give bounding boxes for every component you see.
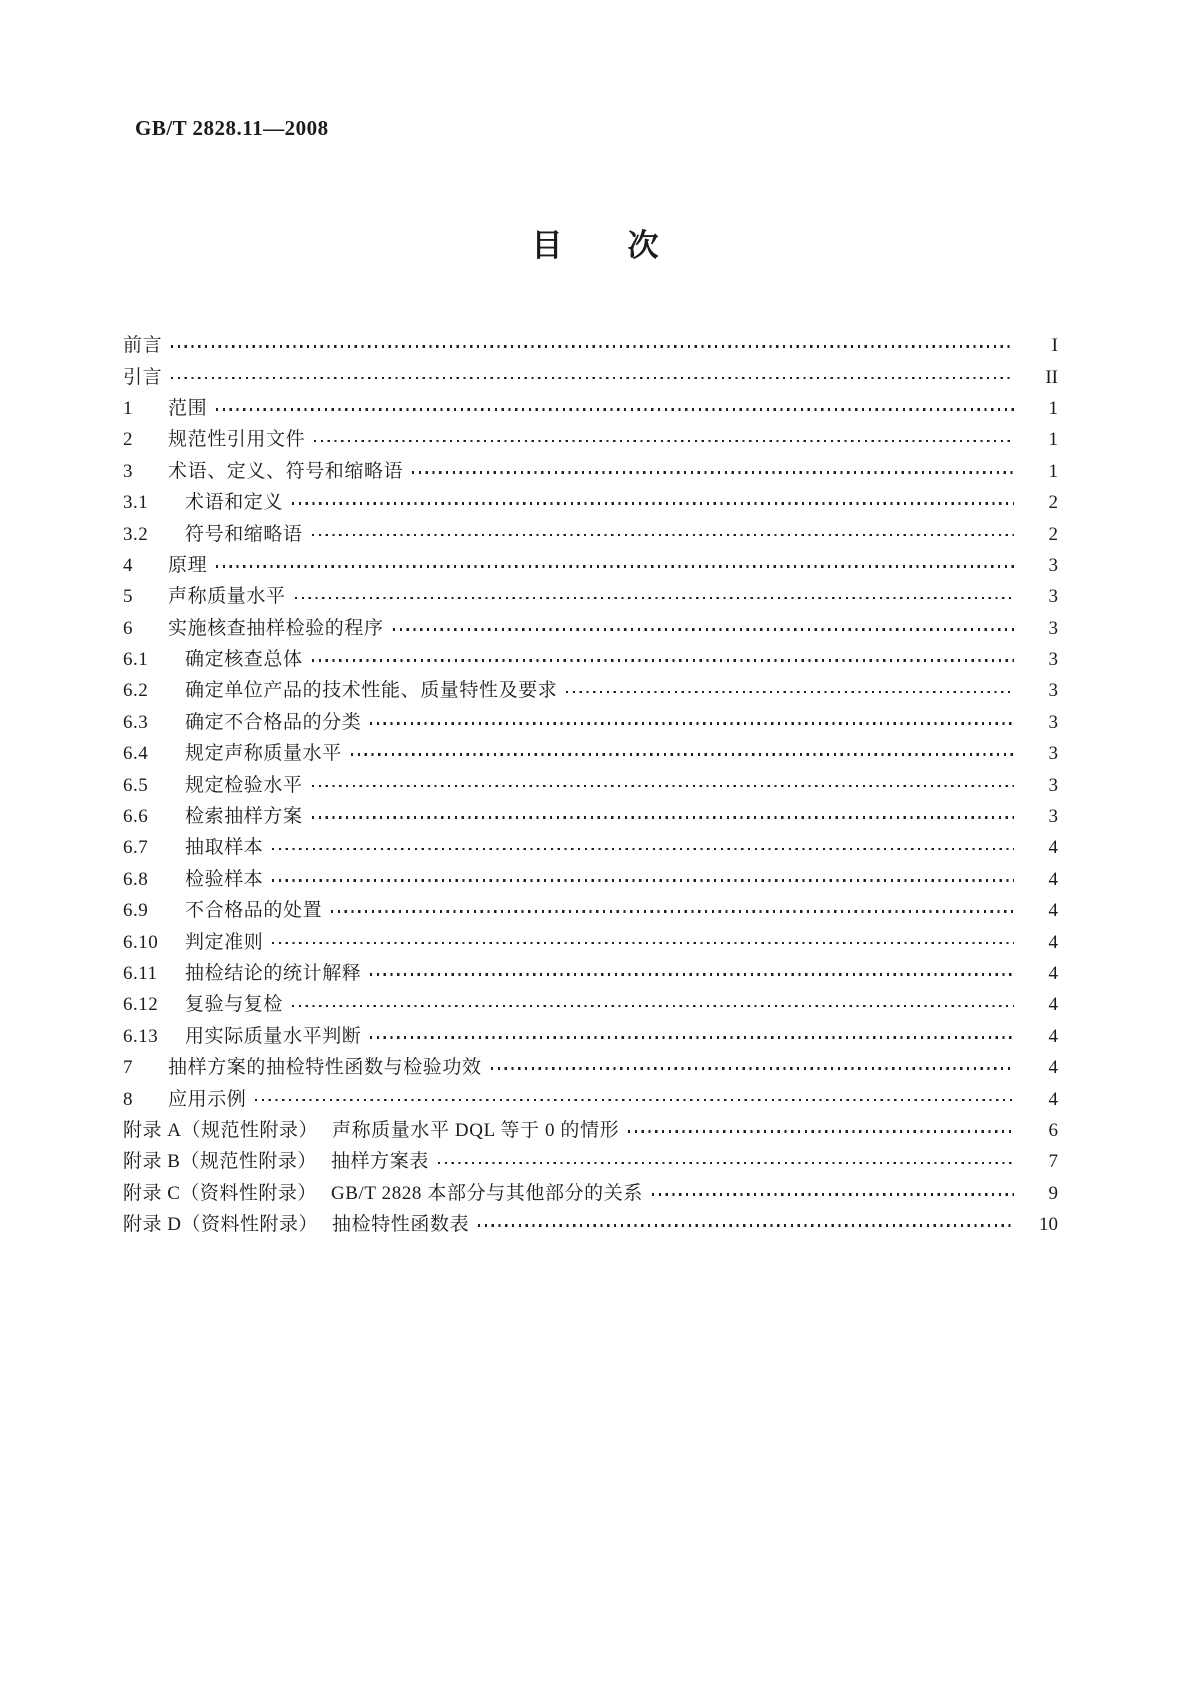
toc-entry-page: I [1051, 335, 1058, 357]
toc-entry-label: 应用示例 [168, 1088, 247, 1110]
toc-entry-number: 3 [123, 460, 133, 482]
toc-entry-number: 6.6 [123, 806, 149, 828]
toc-entry-label: GB/T 2828 本部分与其他部分的关系 [330, 1182, 643, 1204]
toc-entry [123, 769, 1058, 800]
toc-entry-label: 抽样方案的抽检特性函数与检验功效 [168, 1057, 482, 1079]
toc-entry-label: 规定检验水平 [185, 774, 303, 796]
toc-entry [123, 424, 1058, 455]
dot-leader [272, 879, 1014, 882]
toc-entry-number: 2 [123, 429, 133, 451]
toc-entry-label: 抽取样本 [185, 837, 264, 859]
dot-leader [628, 1130, 1014, 1133]
dot-leader [370, 722, 1014, 725]
toc-entry-number: 4 [123, 554, 133, 576]
dot-leader [331, 910, 1014, 913]
toc-entry-page: 9 [1048, 1182, 1058, 1204]
dot-leader [491, 1067, 1014, 1070]
toc-entry [123, 707, 1058, 738]
page-title: 目 次 [531, 228, 660, 263]
dot-leader [292, 502, 1014, 505]
toc-entry [123, 989, 1058, 1020]
dot-leader [370, 1036, 1014, 1039]
toc-entry [123, 801, 1058, 832]
toc-entry-label: 不合格品的处置 [185, 900, 323, 922]
toc-entry-number: 附录 B（规范性附录） [123, 1151, 317, 1173]
dot-leader [652, 1193, 1014, 1196]
toc-entry-label: 引言 [123, 366, 163, 388]
dot-leader [412, 471, 1014, 474]
toc-entry-page: 10 [1039, 1214, 1058, 1236]
toc-entry-page: 3 [1048, 774, 1058, 796]
toc-entry-page: 3 [1048, 649, 1058, 671]
toc-entry [123, 738, 1058, 769]
toc-entry-page: 3 [1048, 711, 1058, 733]
toc-entry-number: 6.3 [123, 711, 149, 733]
toc-entry-page: 3 [1048, 617, 1058, 639]
toc-entry-label: 确定核查总体 [185, 649, 303, 671]
toc-entry-label: 声称质量水平 [168, 586, 286, 608]
toc-entry-page: 4 [1048, 1088, 1058, 1110]
toc-entry-label: 判定准则 [185, 931, 264, 953]
toc-entry-label: 抽检结论的统计解释 [185, 963, 362, 984]
toc-entry-number: 6.7 [123, 837, 149, 859]
toc-entry-number: 8 [123, 1088, 133, 1110]
toc-entry-page: 7 [1048, 1151, 1058, 1173]
toc-entry [123, 832, 1058, 863]
dot-leader [171, 377, 1014, 380]
toc-entry [123, 926, 1058, 957]
toc-entry-label: 用实际质量水平判断 [185, 1025, 362, 1047]
toc-entry-label: 检索抽样方案 [185, 806, 303, 828]
toc-entry-label: 实施核查抽样检验的程序 [168, 617, 384, 639]
dot-leader [272, 942, 1014, 945]
toc-entry [123, 1209, 1058, 1240]
dot-leader [295, 597, 1014, 600]
toc-entry [123, 487, 1058, 518]
toc-entry [123, 1146, 1058, 1177]
toc-entry [123, 581, 1058, 612]
dot-leader [314, 440, 1014, 443]
toc-entry [123, 1052, 1058, 1083]
toc-entry [123, 958, 1058, 989]
toc-entry-number: 附录 C（资料性附录） [123, 1182, 317, 1204]
toc-entry-page: 4 [1048, 837, 1058, 859]
toc-entry-page: 4 [1048, 868, 1058, 890]
toc-entry-number: 6.10 [123, 931, 159, 953]
toc-entry-label: 确定单位产品的技术性能、质量特性及要求 [185, 680, 558, 702]
dot-leader [292, 1005, 1014, 1008]
toc-entry-label: 原理 [168, 554, 208, 576]
toc-entry-page: 3 [1048, 586, 1058, 608]
toc-entry-page: 1 [1048, 397, 1058, 419]
toc-entry-number: 6.13 [123, 1025, 159, 1047]
toc-entry-number: 6.1 [123, 649, 149, 671]
toc-entry-number: 3.2 [123, 523, 149, 545]
toc-entry-page: II [1045, 366, 1058, 388]
toc-entry-label: 抽样方案表 [330, 1151, 429, 1173]
dot-leader [566, 691, 1014, 694]
dot-leader [312, 816, 1014, 819]
toc-entry-number: 6.5 [123, 774, 149, 796]
toc-entry-label: 复验与复检 [185, 994, 284, 1016]
toc-entry-label: 声称质量水平 DQL 等于 0 的情形 [331, 1119, 620, 1141]
dot-leader [216, 408, 1014, 411]
dot-leader [478, 1224, 1014, 1227]
toc-entry-page: 4 [1048, 931, 1058, 953]
toc-entry-label: 确定不合格品的分类 [185, 711, 362, 733]
dot-leader [312, 785, 1014, 788]
toc-entry-number: 6.12 [123, 994, 159, 1016]
toc-entry [123, 518, 1058, 549]
toc-entry-number: 6.2 [123, 680, 149, 702]
dot-leader [272, 848, 1014, 851]
toc-entry-page: 4 [1048, 1057, 1058, 1079]
toc-entry-page: 4 [1048, 994, 1058, 1016]
dot-leader [171, 345, 1014, 348]
toc-entry-number: 3.1 [123, 492, 149, 514]
dot-leader [351, 753, 1014, 756]
dot-leader [370, 973, 1014, 976]
toc-entry-number: 5 [123, 586, 133, 608]
toc-entry [123, 895, 1058, 926]
toc-entry [123, 1083, 1058, 1114]
toc-entry-page: 2 [1048, 523, 1058, 545]
toc-entry [123, 644, 1058, 675]
toc-entry [123, 456, 1058, 487]
toc-entry-page: 3 [1048, 743, 1058, 765]
toc-entry-page: 4 [1048, 963, 1058, 984]
toc-entry-number: 6.8 [123, 868, 149, 890]
dot-leader [438, 1162, 1014, 1165]
toc-entry-number: 6 [123, 617, 133, 639]
toc-entry-label: 符号和缩略语 [185, 523, 303, 545]
toc-entry-number: 附录 D（资料性附录） [123, 1214, 318, 1236]
toc-entry [123, 613, 1058, 644]
toc-entry-page: 2 [1048, 492, 1058, 514]
toc-entry-page: 1 [1048, 460, 1058, 482]
toc-entry [123, 330, 1058, 361]
dot-leader [312, 534, 1014, 537]
toc-entry-label: 范围 [168, 397, 208, 419]
toc-entry-page: 1 [1048, 429, 1058, 451]
toc-entry [123, 1115, 1058, 1146]
toc-entry-number: 附录 A（规范性附录） [123, 1119, 318, 1141]
toc-entry [123, 1021, 1058, 1052]
table-of-contents [123, 330, 1058, 1240]
toc-entry-number: 1 [123, 397, 133, 419]
toc-entry-page: 3 [1048, 806, 1058, 828]
toc-entry-label: 术语和定义 [185, 492, 284, 514]
toc-entry [123, 864, 1058, 895]
dot-leader [312, 659, 1014, 662]
toc-entry-page: 6 [1048, 1119, 1058, 1141]
toc-entry-number: 6.9 [123, 900, 149, 922]
dot-leader [255, 1099, 1014, 1102]
toc-entry [123, 393, 1058, 424]
toc-entry [123, 1178, 1058, 1209]
toc-entry-label: 抽检特性函数表 [331, 1214, 470, 1236]
toc-entry-label: 规定声称质量水平 [185, 743, 342, 765]
toc-entry-number: 7 [123, 1057, 133, 1079]
toc-entry-page: 4 [1048, 1025, 1058, 1047]
toc-entry [123, 361, 1058, 392]
toc-entry-number: 6.11 [123, 963, 158, 984]
toc-entry-label: 规范性引用文件 [168, 429, 306, 451]
toc-entry-number: 6.4 [123, 743, 149, 765]
toc-entry [123, 550, 1058, 581]
toc-entry-page: 3 [1048, 554, 1058, 576]
standard-number: GB/T 2828.11—2008 [135, 116, 329, 140]
dot-leader [393, 628, 1014, 631]
toc-entry [123, 675, 1058, 706]
toc-entry-label: 检验样本 [185, 868, 264, 890]
toc-entry-page: 3 [1048, 680, 1058, 702]
dot-leader [216, 565, 1014, 568]
toc-entry-page: 4 [1048, 900, 1058, 922]
toc-entry-label: 前言 [123, 335, 163, 357]
toc-entry-label: 术语、定义、符号和缩略语 [168, 460, 404, 482]
